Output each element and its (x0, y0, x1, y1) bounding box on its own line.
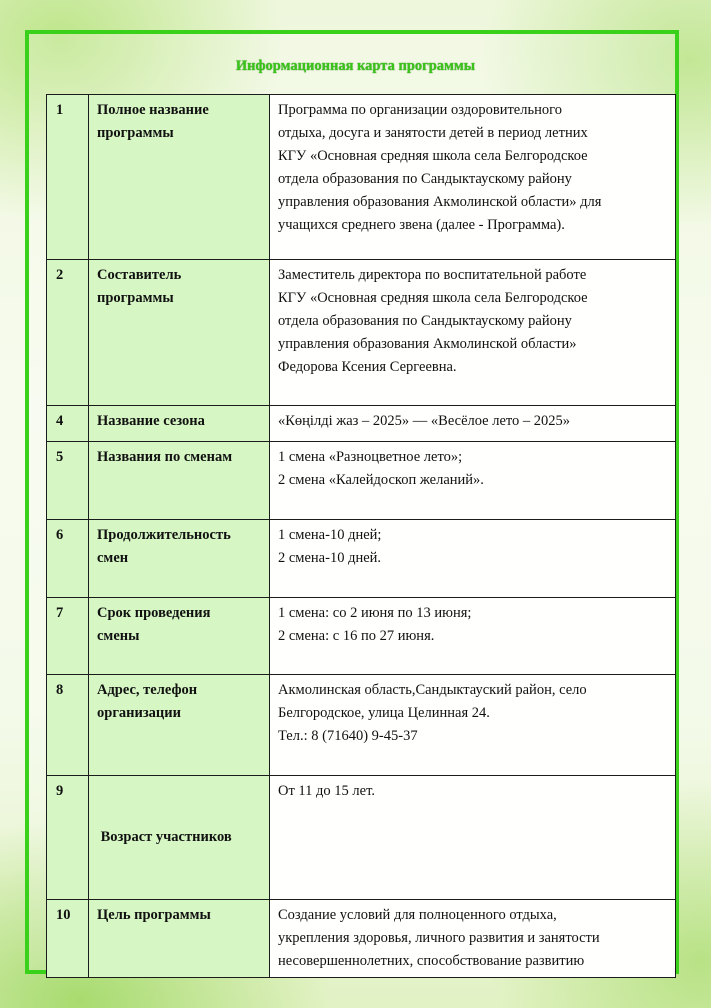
row-value (270, 95, 676, 260)
label-line: программы (97, 290, 174, 306)
label-line: смены (97, 628, 140, 644)
row-label (89, 260, 270, 406)
value-line: 2 смена-10 дней. (278, 550, 382, 566)
table-row (47, 520, 676, 598)
row-label (89, 520, 270, 598)
row-number: 8 (47, 675, 89, 776)
value-line: 2 смена «Калейдоскоп желаний». (278, 472, 484, 488)
label-line: Названия по сменам (97, 449, 233, 465)
row-value (270, 406, 676, 442)
label-line: Название сезона (97, 413, 205, 429)
value-line: управления образования Акмолинской области» для (278, 194, 602, 210)
row-label (89, 675, 270, 776)
row-number: 7 (47, 598, 89, 675)
label-line: Полное название (97, 102, 209, 118)
value-line: Заместитель директора по воспитательной работе (278, 267, 587, 283)
row-value (270, 598, 676, 675)
value-line: Белгородское, улица Целинная 24. (278, 705, 490, 721)
value-line: отдела образования по Сандыктаускому району (278, 171, 572, 187)
info-table (46, 94, 676, 978)
table-row (47, 442, 676, 520)
label-line: Срок проведения (97, 605, 211, 621)
table-row (47, 776, 676, 900)
value-line: Программа по организации оздоровительного (278, 102, 562, 118)
value-line: «Көңілді жаз – 2025» — «Весёлое лето – 2025» (278, 413, 571, 429)
value-line: несовершеннолетних, способствование развитию (278, 953, 585, 969)
row-value (270, 520, 676, 598)
row-number: 5 (47, 442, 89, 520)
value-line: укрепления здоровья, личного развития и занятости (278, 930, 600, 946)
label-line: Цель программы (97, 907, 211, 923)
value-line: Создание условий для полноценного отдыха, (278, 907, 557, 923)
value-line: управления образования Акмолинской области» (278, 336, 577, 352)
row-label (89, 776, 270, 900)
table-row (47, 675, 676, 776)
row-label (89, 598, 270, 675)
table-row (47, 598, 676, 675)
row-value (270, 675, 676, 776)
value-line: 1 смена «Разноцветное лето»; (278, 449, 463, 465)
label-line: Продолжительность (97, 527, 231, 543)
value-line: Акмолинская область,Сандыктауский район, село (278, 682, 587, 698)
row-number: 2 (47, 260, 89, 406)
value-line: 1 смена-10 дней; (278, 527, 382, 543)
label-line: Составитель (97, 267, 182, 283)
row-number: 4 (47, 406, 89, 442)
value-line: Федорова Ксения Сергеевна. (278, 359, 457, 375)
value-line: отдыха, досуга и занятости детей в период летних (278, 125, 588, 141)
table-row (47, 900, 676, 978)
row-label (89, 900, 270, 978)
table-row (47, 95, 676, 260)
row-label (89, 442, 270, 520)
page-title: Информационная карта программы (235, 58, 476, 74)
row-number: 9 (47, 776, 89, 900)
value-line: КГУ «Основная средняя школа села Белгородское (278, 148, 588, 164)
value-line: От 11 до 15 лет. (278, 783, 375, 799)
table-row (47, 260, 676, 406)
value-line: учащихся среднего звена (далее - Программа). (278, 217, 565, 233)
row-label (89, 95, 270, 260)
row-value (270, 260, 676, 406)
row-label (89, 406, 270, 442)
label-line: смен (97, 550, 129, 566)
value-line: КГУ «Основная средняя школа села Белгородское (278, 290, 588, 306)
row-number: 10 (47, 900, 89, 978)
label-line: программы (97, 125, 174, 141)
table-row (47, 406, 676, 442)
value-line: 2 смена: с 16 по 27 июня. (278, 628, 435, 644)
value-line: отдела образования по Сандыктаускому району (278, 313, 572, 329)
row-value (270, 776, 676, 900)
row-value (270, 442, 676, 520)
label-line: Возраст участников (97, 829, 232, 845)
row-number: 6 (47, 520, 89, 598)
label-line: Адрес, телефон (97, 682, 198, 698)
value-line: Тел.: 8 (71640) 9-45-37 (278, 728, 418, 744)
label-line: организации (97, 705, 181, 721)
row-value (270, 900, 676, 978)
value-line: 1 смена: со 2 июня по 13 июня; (278, 605, 472, 621)
row-number: 1 (47, 95, 89, 260)
